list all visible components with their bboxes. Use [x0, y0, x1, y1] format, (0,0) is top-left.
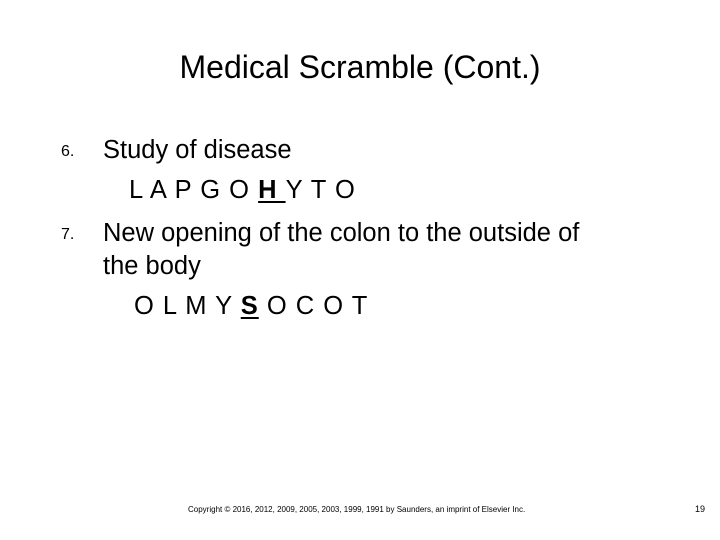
- item-7-scramble-letters-before: O L M Y: [134, 292, 241, 320]
- item-7-clue-line1: New opening of the colon to the outside of: [103, 219, 580, 247]
- item-7-scramble: [134, 290, 368, 322]
- item-7-scramble-highlight-letter: S: [240, 292, 259, 320]
- item-6-scramble-letters-after: Y T O: [285, 176, 356, 204]
- item-number-6: 6.: [61, 143, 75, 160]
- item-6-clue: Study of disease: [103, 136, 292, 164]
- item-7-scramble-letters-after: O C O T: [258, 292, 369, 320]
- item-number-7: 7.: [61, 226, 75, 243]
- page-number: 19: [695, 504, 706, 514]
- item-6-scramble: [129, 174, 356, 206]
- item-7-clue-line2: the body: [103, 252, 201, 280]
- copyright-footer: Copyright © 2016, 2012, 2009, 2005, 2003, 1999, 1991 by Saunders, an imprint of Elsevier Inc.: [188, 505, 526, 514]
- item-6-scramble-letters-before: L A P G O: [129, 176, 259, 204]
- item-6-scramble-highlight-letter: H: [258, 176, 286, 204]
- slide-title: Medical Scramble (Cont.): [179, 49, 541, 85]
